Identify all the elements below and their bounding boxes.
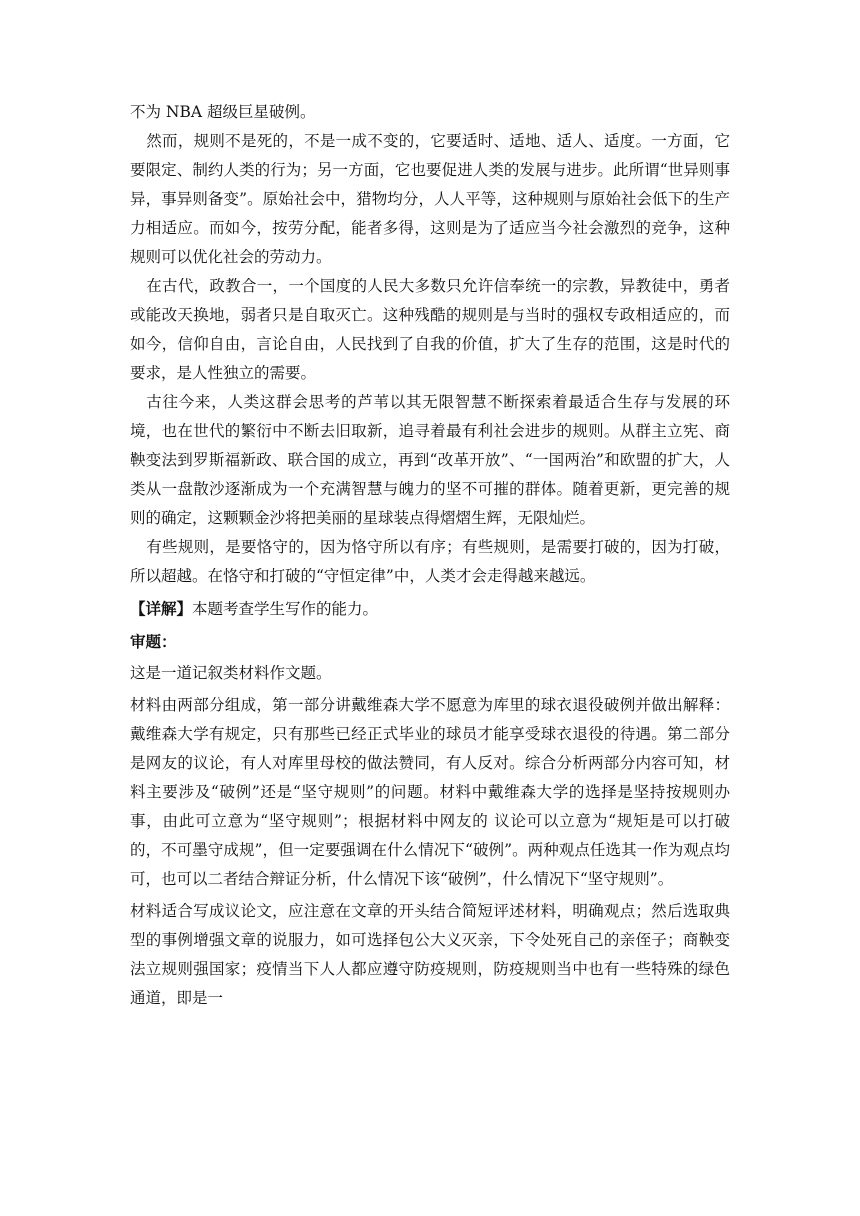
paragraph-essay-rules-not-dead: 然而，规则不是死的，不是一成不变的，它要适时、适地、适人、适度。一方面，它要限定、制约人类的行为；另一方面，它也要促进人类的发展与进步。此所谓“世异则事异，事异则备变”。原始社会中，猎物均分，人人平等，这种规则与原始社会低下的生产力相适应。而如今，按劳分配，能者多得，这则是为了适应当今社会激烈的竞争，这种规则可以优化社会的劳动力。: [130, 132, 730, 266]
explanation-label: 【详解】: [130, 599, 193, 618]
explanation-text: 本题考查学生写作的能力。: [192, 600, 379, 618]
paragraph-essay-conclusion: 有些规则，是要恪守的，因为恪守所以有序；有些规则，是需要打破的，因为打破，所以超越。在恪守和打破的“守恒定律”中，人类才会走得越来越远。: [130, 538, 730, 585]
paragraph-writing-advice: 材料适合写成议论文，应注意在文章的开头结合简短评述材料，明确观点；然后选取典型的事例增强文章的说服力，如可选择包公大义灭亲，下令处死自己的亲侄子；商鞅变法立规则强国家；疫情当下人人都应遵守防疫规则，防疫规则当中也有一些特殊的绿色通道，即是一: [130, 902, 730, 1007]
paragraph-essay-throughout-history: 古往今来，人类这群会思考的芦苇以其无限智慧不断探索着最适合生存与发展的环境，也在世代的繁衍中不断去旧取新，追寻着最有利社会进步的规则。从群主立宪、商鞅变法到罗斯福新政、联合国的成立，再到“改革开放”、“一国两治”和欧盟的扩大，人类从一盘散沙逐渐成为一个充满智慧与魄力的坚不可摧的群体。随着更新，更完善的规则的确定，这颗颗金沙将把美丽的星球装点得熠熠生辉，无限灿烂。: [130, 393, 730, 527]
paragraph-essay-ancient-times: 在古代，政教合一，一个国度的人民大多数只允许信奉统一的宗教，异教徒中，勇者或能改天换地，弱者只是自取灭亡。这种残酷的规则是与当时的强权专政相适应的，而如今，信仰自由，言论自由，人民找到了自我的价值，扩大了生存的范围，这是时代的要求，是人性独立的需要。: [130, 277, 730, 382]
document-body: [130, 98, 730, 1013]
paragraph-explanation: [130, 594, 730, 624]
paragraph-material-analysis: 材料由两部分组成，第一部分讲戴维森大学不愿意为库里的球衣退役破例并做出解释：戴维森大学有规定，只有那些已经正式毕业的球员才能享受球衣退役的待遇。第二部分是网友的议论，有人对库里母校的做法赞同，有人反对。综合分析两部分内容可知，材料主要涉及“破例”还是“坚守规则”的问题。材料中戴维森大学的选择是坚持按规则办事，由此可立意为“坚守规则”；根据材料中网友的 议论可以立意为“规矩是可以打破的，不可墨守成规”，但一定要强调在什么情况下“破例”。两种观点任选其一作为观点均可，也可以二者结合辩证分析，什么情况下该“破例”，什么情况下“坚守规则”。: [130, 696, 730, 888]
paragraph-essay-fragment: 不为 NBA 超级巨星破例。: [130, 103, 316, 121]
paragraph-question-type: 这是一道记叙类材料作文题。: [130, 664, 332, 682]
section-heading-review: 审题：: [130, 632, 177, 651]
